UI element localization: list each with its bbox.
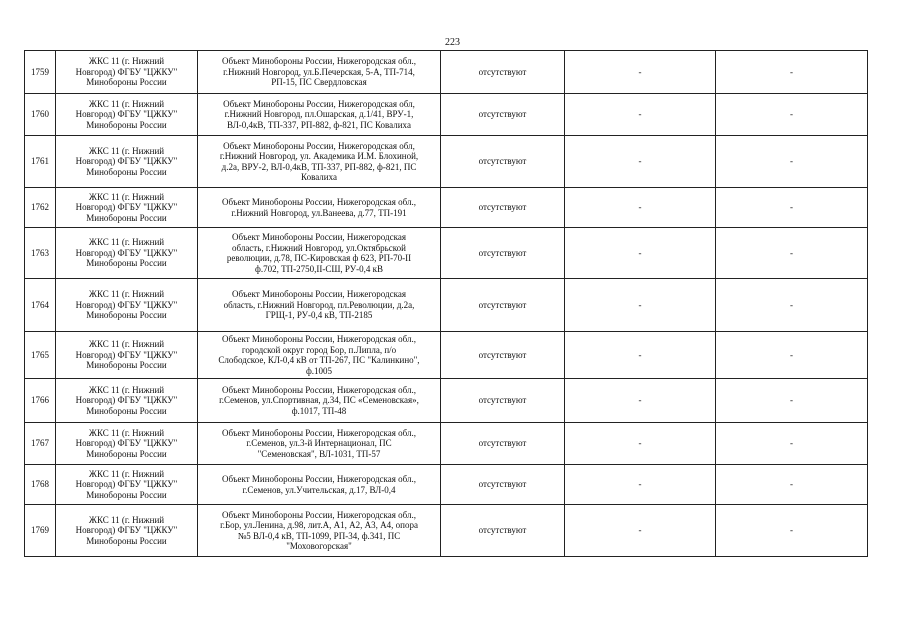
object-description-cell-line: Объект Минобороны России, Нижегородская обл., [221, 56, 417, 67]
organization-cell-line: Минобороны России [86, 360, 167, 371]
organization-cell [56, 136, 198, 188]
organization-cell-line: ЖКС 11 (г. Нижний [88, 384, 165, 395]
object-description-cell-line: г.Бор, ул.Ленина, д.98, лит.А, А1, А2, А3, А4, опора [220, 520, 418, 530]
table-row [25, 51, 868, 94]
row-number-cell: 1768 [25, 465, 56, 505]
object-description-cell-line: Слободское, КЛ-0,4 кВ от ТП-267, ПС "Калинкино", [218, 355, 420, 365]
organization-cell-line: Минобороны России [86, 212, 167, 223]
organization-cell-line: Новгород) ФГБУ "ЦЖКУ" [75, 349, 178, 360]
row-number-cell: 1760 [25, 94, 56, 136]
object-description-cell-line: Объект Минобороны России, Нижегородская [232, 289, 406, 300]
object-description-cell [198, 188, 441, 228]
object-description-cell-line: г.Нижний Новгород, пл.Ошарская, д.1/41, ВРУ-1, [224, 109, 414, 120]
organization-cell-line: Новгород) ФГБУ "ЦЖКУ" [75, 299, 178, 310]
organization-cell-line: ЖКС 11 (г. Нижний [88, 56, 165, 67]
organization-cell-line: Минобороны России [86, 119, 167, 130]
organization-cell-line: Минобороны России [86, 310, 167, 321]
organization-cell [56, 51, 198, 94]
column-5-cell: - [565, 94, 716, 136]
object-description-cell [198, 465, 441, 505]
table-row [25, 279, 868, 332]
objects-table [24, 50, 868, 557]
row-number-cell: 1759 [25, 51, 56, 94]
column-5-cell: - [565, 332, 716, 379]
object-description-cell [198, 423, 441, 465]
table-row [25, 94, 868, 136]
status-cell: отсутствуют [441, 279, 565, 332]
object-description-cell [198, 279, 441, 332]
object-description-cell [198, 94, 441, 136]
table-body [25, 51, 868, 557]
table-row [25, 423, 868, 465]
organization-cell-line: Новгород) ФГБУ "ЦЖКУ" [75, 156, 178, 167]
column-6-cell: - [716, 379, 868, 423]
organization-cell [56, 188, 198, 228]
row-number-cell: 1767 [25, 423, 56, 465]
column-6-cell: - [716, 136, 868, 188]
object-description-cell-line: Ковалиха [301, 172, 337, 182]
organization-cell-line: Новгород) ФГБУ "ЦЖКУ" [75, 525, 178, 536]
object-description-cell-line: Объект Минобороны России, Нижегородская обл., [221, 474, 417, 484]
object-description-cell-line: г.Семенов, ул.3-й Интернационал, ПС [246, 438, 392, 449]
object-description-cell-line: РП-15, ПС Свердловская [271, 77, 367, 88]
status-cell: отсутствуют [441, 423, 565, 465]
row-number-cell: 1763 [25, 228, 56, 279]
organization-cell-line: ЖКС 11 (г. Нижний [88, 237, 165, 248]
object-description-cell-line: г.Нижний Новгород, ул.Ванеева, д.77, ТП-191 [231, 207, 407, 218]
column-5-cell: - [565, 51, 716, 94]
organization-cell [56, 332, 198, 379]
organization-cell-line: Новгород) ФГБУ "ЦЖКУ" [75, 438, 178, 449]
table-row [25, 505, 868, 557]
organization-cell-line: Минобороны России [86, 166, 167, 177]
table-row [25, 228, 868, 279]
object-description-cell-line: Объект Минобороны России, Нижегородская [232, 232, 406, 242]
column-6-cell: - [716, 505, 868, 557]
organization-cell-line: Новгород) ФГБУ "ЦЖКУ" [75, 109, 178, 120]
table-row [25, 379, 868, 423]
object-description-cell-line: г.Нижний Новгород, ул. Академика И.М. Блохиной, [219, 151, 419, 161]
column-6-cell: - [716, 423, 868, 465]
row-number-cell: 1762 [25, 188, 56, 228]
organization-cell-line: Новгород) ФГБУ "ЦЖКУ" [75, 395, 178, 406]
organization-cell-line: Минобороны России [86, 258, 167, 269]
object-description-cell-line: Объект Минобороны России, Нижегородская обл., [221, 427, 417, 438]
organization-cell [56, 465, 198, 505]
organization-cell-line: ЖКС 11 (г. Нижний [88, 514, 165, 525]
object-description-cell-line: д.2а, ВРУ-2, ВЛ-0,4кВ, ТП-337, РП-882, ф-821, ПС [221, 161, 417, 172]
organization-cell-line: ЖКС 11 (г. Нижний [88, 468, 165, 479]
organization-cell-line: Минобороны России [86, 77, 167, 88]
object-description-cell-line: Объект Минобороны России, Нижегородская обл., [221, 197, 417, 207]
page-number: 223 [445, 37, 460, 48]
column-6-cell: - [716, 188, 868, 228]
row-number-cell: 1764 [25, 279, 56, 332]
object-description-cell-line: ГРЩ-1, РУ-0,4 кВ, ТП-2185 [265, 310, 373, 321]
object-description-cell [198, 228, 441, 279]
column-6-cell: - [716, 465, 868, 505]
object-description-cell-line: ВЛ-0,4кВ, ТП-337, РП-882, ф-821, ПС Ковалиха [227, 119, 411, 130]
organization-cell-line: Новгород) ФГБУ "ЦЖКУ" [75, 66, 178, 77]
organization-cell [56, 379, 198, 423]
row-number-cell: 1766 [25, 379, 56, 423]
organization-cell-line: ЖКС 11 (г. Нижний [88, 191, 165, 202]
column-5-cell: - [565, 379, 716, 423]
status-cell: отсутствуют [441, 51, 565, 94]
organization-cell-line: Минобороны России [86, 489, 167, 500]
object-description-cell [198, 505, 441, 557]
status-cell: отсутствуют [441, 228, 565, 279]
object-description-cell-line: г.Нижний Новгород, ул.Б.Печерская, 5-А, ТП-714, [223, 66, 415, 77]
object-description-cell [198, 379, 441, 423]
organization-cell-line: ЖКС 11 (г. Нижний [88, 427, 165, 438]
status-cell: отсутствуют [441, 379, 565, 423]
organization-cell-line: Новгород) ФГБУ "ЦЖКУ" [75, 479, 178, 490]
organization-cell-line: Минобороны России [86, 405, 167, 416]
row-number-cell: 1769 [25, 505, 56, 557]
object-description-cell-line: ф.702, ТП-2750,II-СШ, РУ-0,4 кВ [255, 263, 383, 274]
column-6-cell: - [716, 228, 868, 279]
column-5-cell: - [565, 279, 716, 332]
organization-cell-line: Минобороны России [86, 448, 167, 459]
object-description-cell-line: ф.1017, ТП-48 [291, 405, 347, 416]
column-6-cell: - [716, 279, 868, 332]
column-5-cell: - [565, 136, 716, 188]
object-description-cell [198, 51, 441, 94]
column-5-cell: - [565, 423, 716, 465]
organization-cell-line: Минобороны России [86, 535, 167, 546]
column-5-cell: - [565, 228, 716, 279]
column-5-cell: - [565, 505, 716, 557]
table-row [25, 136, 868, 188]
organization-cell-line: ЖКС 11 (г. Нижний [88, 145, 165, 156]
organization-cell-line: ЖКС 11 (г. Нижний [88, 289, 165, 300]
table-row [25, 188, 868, 228]
row-number-cell: 1765 [25, 332, 56, 379]
status-cell: отсутствуют [441, 465, 565, 505]
organization-cell [56, 279, 198, 332]
organization-cell [56, 423, 198, 465]
object-description-cell-line: №5 ВЛ-0,4 кВ, ТП-1099, РП-34, ф.341, ПС [237, 530, 401, 541]
column-6-cell: - [716, 332, 868, 379]
organization-cell-line: ЖКС 11 (г. Нижний [88, 339, 165, 350]
organization-cell [56, 94, 198, 136]
status-cell: отсутствуют [441, 188, 565, 228]
organization-cell-line: Новгород) ФГБУ "ЦЖКУ" [75, 247, 178, 258]
object-description-cell-line: Объект Минобороны России, Нижегородская обл., [221, 384, 417, 395]
column-6-cell: - [716, 94, 868, 136]
object-description-cell-line: Объект Минобороны России, Нижегородская обл., [221, 334, 417, 344]
object-description-cell-line: "Моховогорская" [286, 541, 352, 551]
organization-cell-line: Новгород) ФГБУ "ЦЖКУ" [75, 202, 178, 213]
object-description-cell-line: Объект Минобороны России, Нижегородская обл, [223, 140, 415, 151]
object-description-cell-line: область, г.Нижний Новгород, ул.Октябрьской [231, 242, 407, 253]
object-description-cell-line: Объект Минобороны России, Нижегородская обл., [221, 509, 417, 520]
row-number-cell: 1761 [25, 136, 56, 188]
organization-cell [56, 505, 198, 557]
table-row [25, 332, 868, 379]
object-description-cell-line: г.Семенов, ул.Спортивная, д.34, ПС «Семеновская», [219, 395, 419, 406]
object-description-cell-line: городской округ город Бор, п.Липла, п/о [241, 344, 397, 355]
object-description-cell-line: Объект Минобороны России, Нижегородская обл, [223, 98, 415, 109]
table-row [25, 465, 868, 505]
organization-cell-line: ЖКС 11 (г. Нижний [88, 98, 165, 109]
column-5-cell: - [565, 465, 716, 505]
object-description-cell [198, 136, 441, 188]
status-cell: отсутствуют [441, 505, 565, 557]
object-description-cell-line: ф.1005 [305, 365, 333, 376]
status-cell: отсутствуют [441, 136, 565, 188]
object-description-cell-line: г.Семенов, ул.Учительская, д.17, ВЛ-0,4 [242, 484, 396, 495]
object-description-cell [198, 332, 441, 379]
organization-cell [56, 228, 198, 279]
column-5-cell: - [565, 188, 716, 228]
object-description-cell-line: область, г.Нижний Новгород, пл.Революции, д.2а, [223, 299, 415, 310]
status-cell: отсутствуют [441, 94, 565, 136]
object-description-cell-line: революции, д.78, ПС-Кировская ф 623, РП-70-II [226, 253, 412, 263]
column-6-cell: - [716, 51, 868, 94]
object-description-cell-line: "Семеновская", ВЛ-1031, ТП-57 [257, 448, 381, 459]
status-cell: отсутствуют [441, 332, 565, 379]
